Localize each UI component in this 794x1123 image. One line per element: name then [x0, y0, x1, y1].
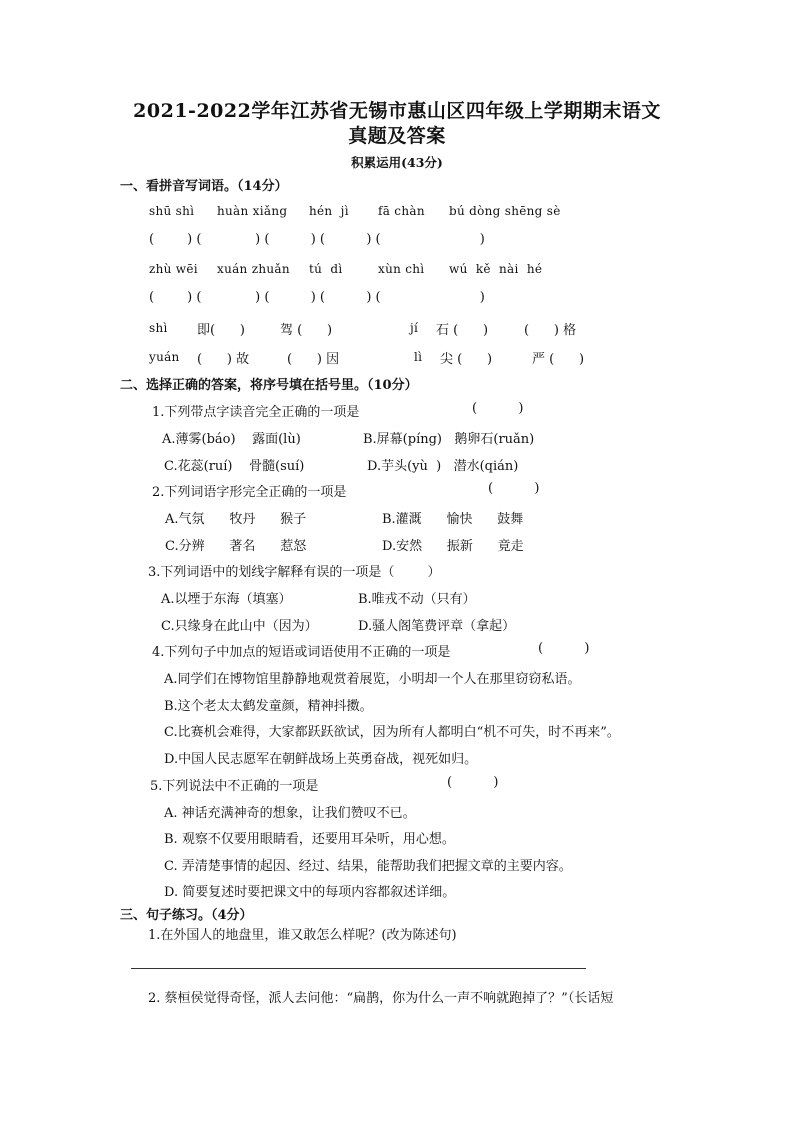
section1-heading: 一、看拼音写词语。（14分） — [120, 179, 288, 194]
pinyin-item: xuán zhuǎn — [217, 262, 290, 276]
fill-blank[interactable]: ( ) 故 — [197, 352, 250, 367]
document-title-line2: 真题及答案 — [348, 125, 446, 147]
option-a: A.同学们在博物馆里静静地观赏着展览，小明却一个人在那里窃窃私语。 — [164, 672, 581, 687]
option-c: C.花蕊(ruí) 骨髓(suí) — [164, 459, 305, 474]
pinyin-item: xùn chì — [378, 262, 425, 276]
pinyin-item: jí — [410, 321, 419, 335]
question-stem: 2. 蔡桓侯觉得奇怪，派人去问他：“扁鹊，你为什么一声不响就跑掉了？”（长话短 — [148, 991, 614, 1006]
answer-paren[interactable]: ( ) — [538, 641, 590, 656]
option-b: B.这个老太太鹤发童颜，精神抖擞。 — [164, 699, 373, 714]
pinyin-item: zhù wēi — [149, 262, 198, 276]
fill-blank[interactable]: 尖 ( ) — [440, 352, 493, 367]
section2-heading: 二、选择正确的答案，将序号填在括号里。（10分） — [120, 378, 418, 393]
pinyin-item: shū shì — [149, 204, 195, 218]
fill-blank[interactable]: ( ) 格 — [524, 323, 577, 338]
pinyin-item: tú dì — [309, 262, 343, 276]
section3-heading: 三、句子练习。（4分） — [120, 908, 253, 923]
pinyin-item: bú dòng shēng sè — [449, 204, 561, 218]
question-stem: 2.下列词语字形完全正确的一项是 — [152, 485, 347, 500]
pinyin-item: lì — [414, 350, 423, 364]
option-d: D.安然 振新 竟走 — [382, 539, 524, 554]
fill-blank[interactable]: 驾 ( ) — [280, 323, 333, 338]
question-stem: 3.下列词语中的划线字解释有误的一项是（ ） — [148, 565, 441, 580]
option-c: C.比赛机会难得，大家都跃跃欲试，因为所有人都明白“机不可失，时不再来”。 — [164, 725, 620, 740]
fill-blank[interactable]: 即( ) — [197, 323, 245, 338]
option-a: A.气氛 牧丹 猴子 — [165, 512, 307, 527]
pinyin-item: yuán — [149, 350, 180, 364]
option-a: A.薄雾(báo) 露面(lù) — [162, 432, 301, 447]
pinyin-item: shì — [149, 321, 168, 335]
option-b: B.灌溉 愉快 鼓舞 — [382, 512, 524, 527]
answer-paren[interactable]: ( ) — [447, 775, 499, 790]
answer-line[interactable] — [131, 968, 586, 969]
pinyin-item: wú kě nài hé — [449, 262, 543, 276]
fill-blank[interactable]: 严 ( ) — [532, 352, 585, 367]
option-d: D.中国人民志愿军在朝鲜战场上英勇奋战，视死如归。 — [164, 752, 478, 767]
answer-paren[interactable]: ( ) — [472, 401, 524, 416]
option-b: B. 观察不仅要用眼睛看，还要用耳朵听，用心想。 — [164, 832, 455, 847]
question-stem: 4.下列句子中加点的短语或词语使用不正确的一项是 — [152, 645, 451, 660]
answer-brackets[interactable]: ( ) ( ) ( ) ( ) ( ) — [149, 232, 485, 247]
option-b: B.唯戎不动（只有） — [358, 592, 476, 607]
option-b: B.屏幕(píng) 鹅卵石(ruǎn) — [363, 432, 535, 447]
part-subtitle: 积累运用(43分) — [351, 155, 443, 170]
option-c: C.只缘身在此山中（因为） — [161, 619, 318, 634]
option-c: C. 弄清楚事情的起因、经过、结果，能帮助我们把握文章的主要内容。 — [164, 859, 572, 874]
option-d: D. 简要复述时要把课文中的每项内容都叙述详细。 — [164, 885, 456, 900]
option-d: D.骚人阁笔费评章（拿起） — [358, 619, 516, 634]
option-c: C.分辨 著名 惹怒 — [165, 539, 307, 554]
answer-paren[interactable]: ( ) — [488, 481, 540, 496]
question-stem: 1.在外国人的地盘里，谁又敢怎么样呢？(改为陈述句) — [148, 928, 457, 943]
option-a: A. 神话充满神奇的想象，让我们赞叹不已。 — [164, 806, 416, 821]
document-title-line1: 2021-2022学年江苏省无锡市惠山区四年级上学期期末语文 — [133, 100, 661, 122]
fill-blank[interactable]: 石 ( ) — [436, 323, 489, 338]
option-d: D.芋头(yù ) 潜水(qián) — [367, 459, 519, 474]
pinyin-item: hén jì — [309, 204, 349, 218]
question-stem: 5.下列说法中不正确的一项是 — [150, 779, 319, 794]
question-stem: 1.下列带点字读音完全正确的一项是 — [152, 405, 360, 420]
option-a: A.以堙于东海（填塞） — [161, 592, 292, 607]
pinyin-item: huàn xiǎng — [217, 204, 288, 218]
answer-brackets[interactable]: ( ) ( ) ( ) ( ) ( ) — [149, 290, 485, 305]
pinyin-item: fā chàn — [378, 204, 425, 218]
fill-blank[interactable]: ( ) 因 — [287, 352, 340, 367]
